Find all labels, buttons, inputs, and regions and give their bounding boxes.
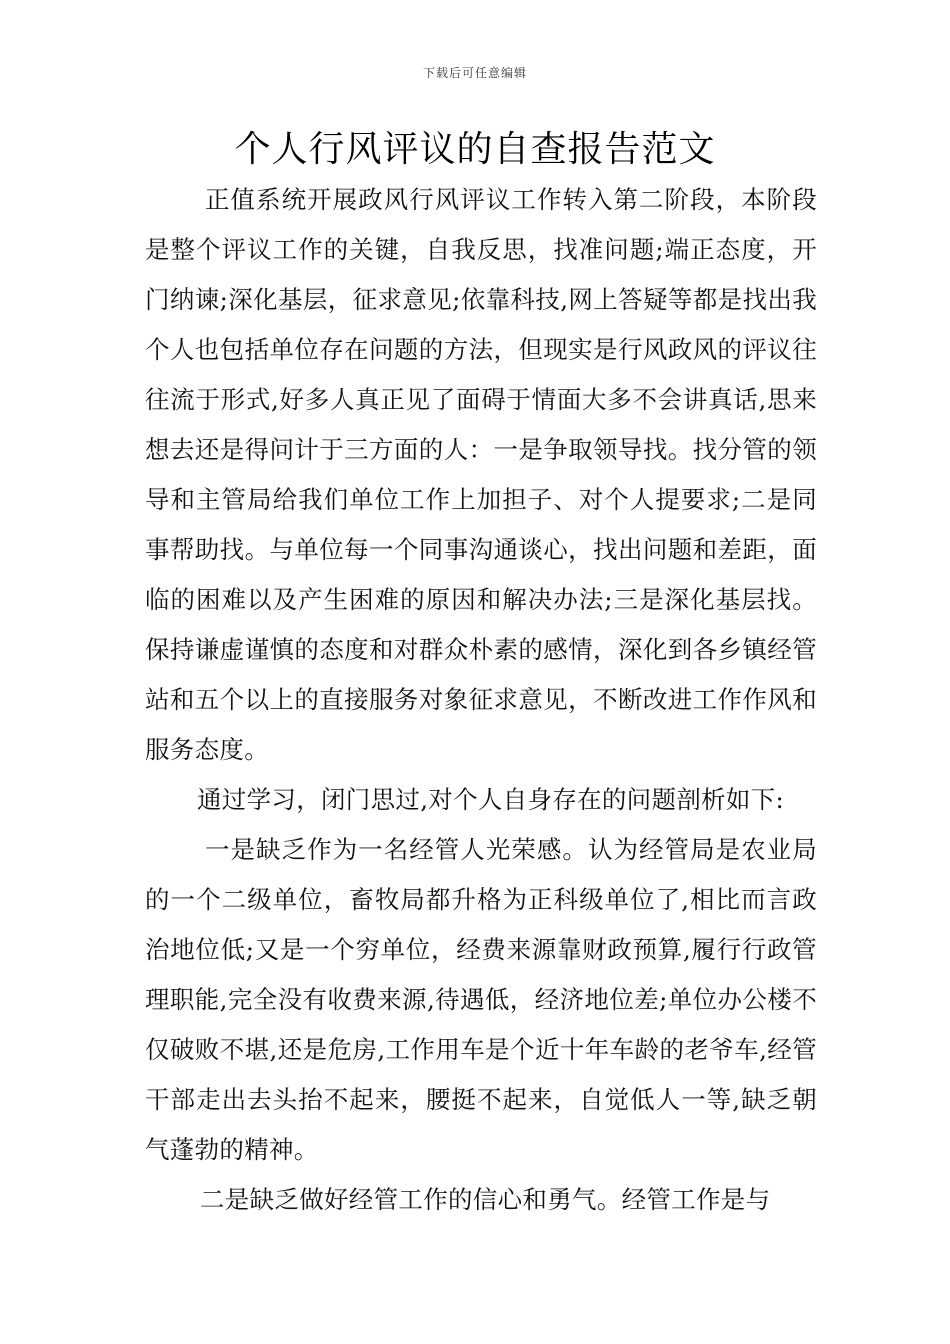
page-header-note: 下载后可任意编辑 bbox=[422, 66, 527, 80]
document-body bbox=[145, 175, 817, 1225]
document-title: 个人行风评议的自查报告范文 bbox=[234, 129, 716, 170]
paragraph-issue-one: 一是缺乏作为一名经管人光荣感。认为经管局是农业局的一个二级单位，畜牧局都升格为正科级单位了,相比而言政治地位低;又是一个穷单位，经费来源靠财政预算,履行行政管理职能,完全没有收费来源,待遇低，经济地位差;单位办公楼不仅破败不堪,还是危房,工作用车是个近十年车龄的老爷车,经管干部走出去头抬不起来，腰挺不起来，自觉低人一等,缺乏朝气蓬勃的精神。 bbox=[145, 835, 817, 1164]
paragraph-issue-two: 二是缺乏做好经管工作的信心和勇气。经管工作是与 bbox=[200, 1185, 771, 1214]
paragraph-analysis-lead: 通过学习，闭门思过,对个人自身存在的问题剖析如下: bbox=[197, 785, 785, 814]
paragraph-intro: 正值系统开展政风行风评议工作转入第二阶段，本阶段是整个评议工作的关键，自我反思，找准问题;端正态度，开门纳谏;深化基层，征求意见;依靠科技,网上答疑等都是找出我个人也包括单位存在问题的方法，但现实是行风政风的评议往往流于形式,好多人真正见了面碍于情面大多不会讲真话,思来想去还是得问计于三方面的人：一是争取领导找。找分管的领导和主管局给我们单位工作上加担子、对个人提要求;二是同事帮助找。与单位每一个同事沟通谈心，找出问题和差距，面临的困难以及产生困难的原因和解决办法;三是深化基层找。保持谦虚谨慎的态度和对群众朴素的感情，深化到各乡镇经管站和五个以上的直接服务对象征求意见，不断改进工作作风和服务态度。 bbox=[145, 185, 817, 764]
